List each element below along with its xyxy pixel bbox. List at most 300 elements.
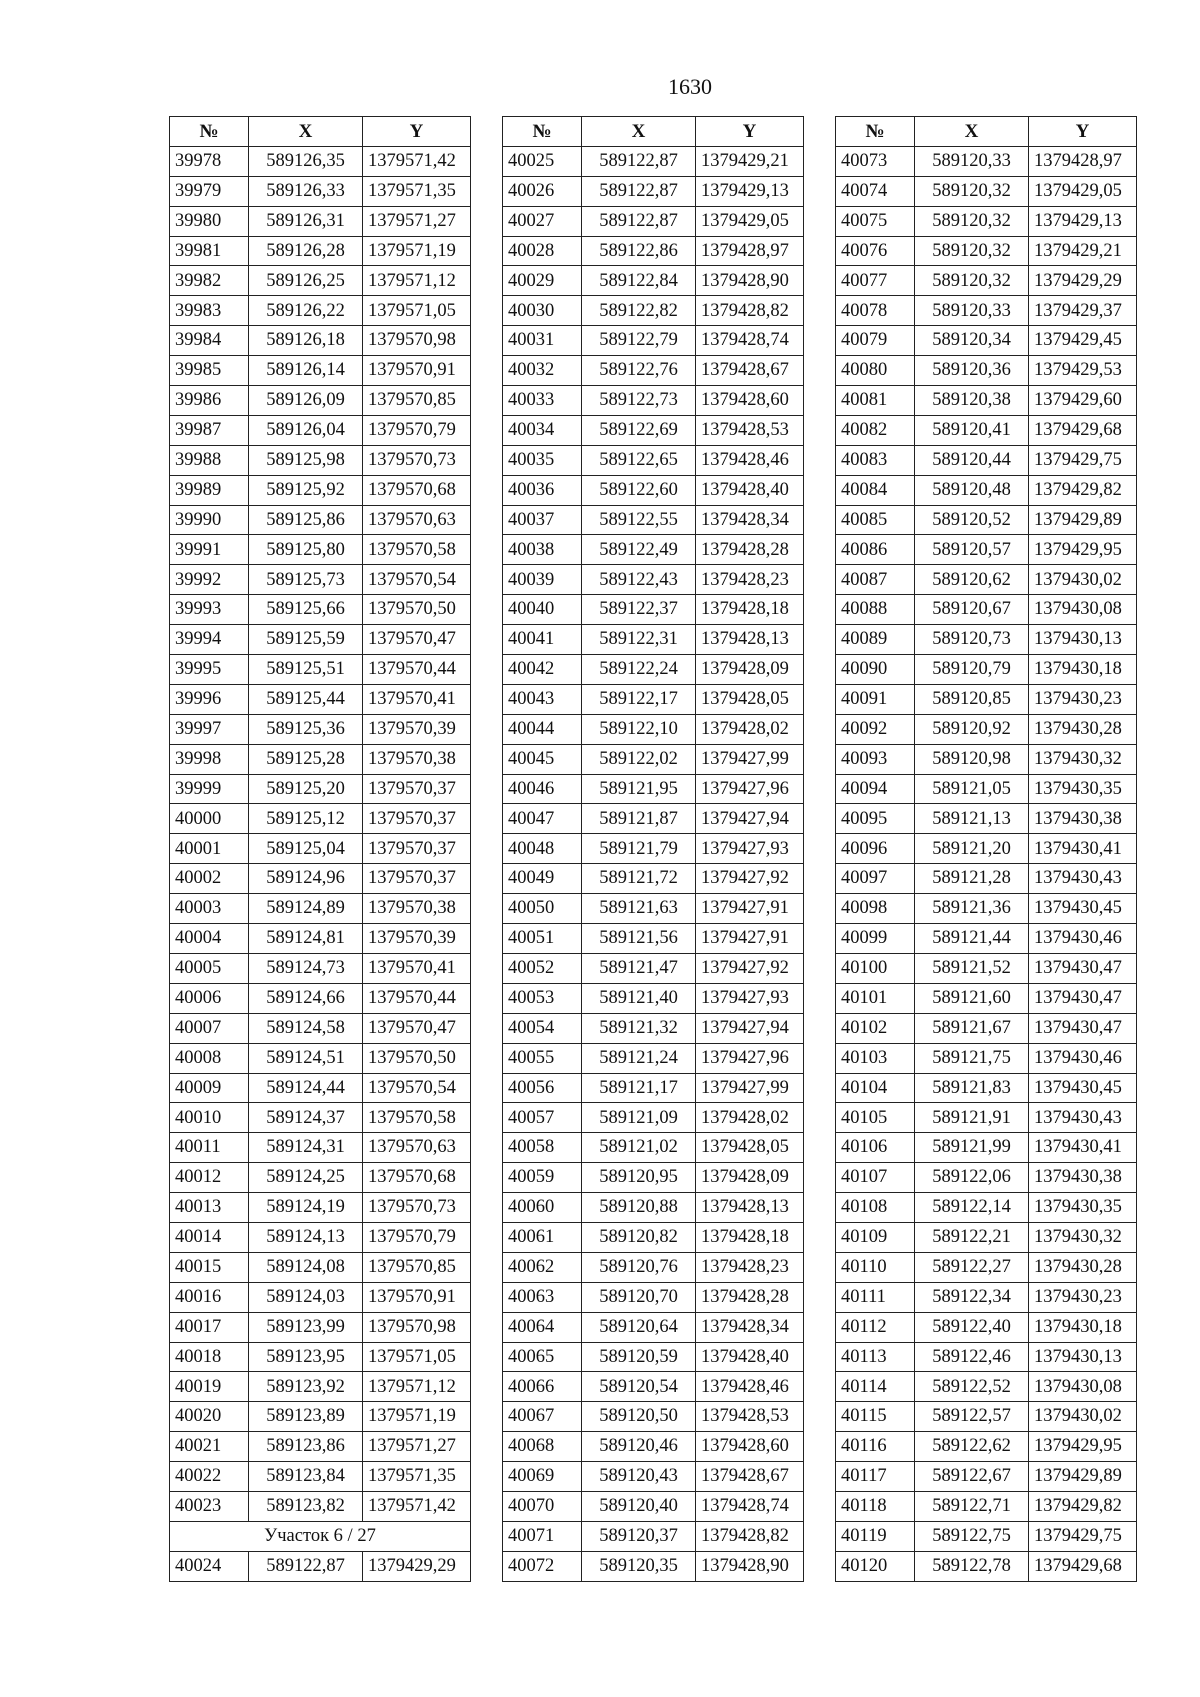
point-number-cell: 40105 [836, 1103, 915, 1133]
point-number-cell: 39979 [170, 176, 249, 206]
x-coordinate-cell: 589120,67 [915, 595, 1029, 625]
point-number-cell: 40088 [836, 595, 915, 625]
point-number-cell: 40079 [836, 326, 915, 356]
table-row [170, 804, 471, 834]
point-number-cell: 40023 [170, 1491, 249, 1521]
table-row [503, 684, 804, 714]
x-coordinate-cell: 589120,43 [582, 1462, 696, 1492]
table-row [503, 774, 804, 804]
table-row [503, 1312, 804, 1342]
table-row [836, 1372, 1137, 1402]
table-row [836, 983, 1137, 1013]
table-row [170, 146, 471, 176]
y-coordinate-cell: 1379430,38 [1029, 1163, 1137, 1193]
x-coordinate-cell: 589122,71 [915, 1491, 1029, 1521]
table-row [170, 774, 471, 804]
table-row [503, 1402, 804, 1432]
y-coordinate-cell: 1379570,37 [363, 804, 471, 834]
table-row [170, 1193, 471, 1223]
y-coordinate-cell: 1379428,05 [696, 684, 804, 714]
point-number-cell: 40065 [503, 1342, 582, 1372]
point-number-cell: 40053 [503, 983, 582, 1013]
table-row [170, 236, 471, 266]
x-coordinate-cell: 589121,32 [582, 1013, 696, 1043]
point-number-cell: 40051 [503, 924, 582, 954]
x-coordinate-cell: 589121,83 [915, 1073, 1029, 1103]
x-coordinate-cell: 589122,87 [582, 206, 696, 236]
y-coordinate-cell: 1379429,82 [1029, 1491, 1137, 1521]
y-coordinate-cell: 1379429,13 [696, 176, 804, 206]
x-coordinate-cell: 589120,98 [915, 744, 1029, 774]
x-coordinate-cell: 589126,04 [249, 415, 363, 445]
x-coordinate-cell: 589120,36 [915, 356, 1029, 386]
table-row [503, 1462, 804, 1492]
x-coordinate-cell: 589122,21 [915, 1222, 1029, 1252]
coordinates-table-2 [502, 116, 804, 1582]
point-number-cell: 40002 [170, 864, 249, 894]
y-coordinate-cell: 1379570,54 [363, 565, 471, 595]
point-number-cell: 40038 [503, 535, 582, 565]
y-coordinate-cell: 1379429,05 [1029, 176, 1137, 206]
y-coordinate-cell: 1379429,29 [1029, 266, 1137, 296]
x-coordinate-cell: 589121,60 [915, 983, 1029, 1013]
point-number-cell: 40089 [836, 625, 915, 655]
point-number-cell: 40111 [836, 1282, 915, 1312]
x-coordinate-cell: 589120,44 [915, 445, 1029, 475]
table-row [170, 176, 471, 206]
point-number-cell: 40108 [836, 1193, 915, 1223]
x-coordinate-cell: 589121,05 [915, 774, 1029, 804]
table-row [170, 415, 471, 445]
x-coordinate-cell: 589121,20 [915, 834, 1029, 864]
point-number-cell: 40097 [836, 864, 915, 894]
point-number-cell: 40014 [170, 1222, 249, 1252]
table-row [836, 535, 1137, 565]
table-row [503, 953, 804, 983]
x-coordinate-cell: 589125,12 [249, 804, 363, 834]
y-coordinate-cell: 1379570,79 [363, 415, 471, 445]
point-number-cell: 40040 [503, 595, 582, 625]
y-coordinate-cell: 1379430,28 [1029, 1252, 1137, 1282]
table-row [503, 356, 804, 386]
point-number-cell: 40101 [836, 983, 915, 1013]
x-coordinate-cell: 589124,81 [249, 924, 363, 954]
y-coordinate-cell: 1379430,32 [1029, 744, 1137, 774]
table-row [503, 445, 804, 475]
point-number-cell: 40068 [503, 1432, 582, 1462]
table-row [170, 1372, 471, 1402]
x-coordinate-cell: 589120,41 [915, 415, 1029, 445]
y-coordinate-cell: 1379430,13 [1029, 1342, 1137, 1372]
x-coordinate-cell: 589122,73 [582, 386, 696, 416]
y-coordinate-cell: 1379429,82 [1029, 475, 1137, 505]
x-coordinate-cell: 589120,54 [582, 1372, 696, 1402]
table-row [503, 625, 804, 655]
x-coordinate-cell: 589121,44 [915, 924, 1029, 954]
table-row [170, 924, 471, 954]
table-row [836, 684, 1137, 714]
point-number-cell: 40043 [503, 684, 582, 714]
header-x: X [915, 117, 1029, 147]
y-coordinate-cell: 1379428,18 [696, 1222, 804, 1252]
point-number-cell: 40032 [503, 356, 582, 386]
table-row [503, 475, 804, 505]
table-row [503, 1521, 804, 1551]
table-row [836, 714, 1137, 744]
point-number-cell: 39984 [170, 326, 249, 356]
table-row [836, 1312, 1137, 1342]
table-row [503, 1432, 804, 1462]
x-coordinate-cell: 589121,63 [582, 894, 696, 924]
y-coordinate-cell: 1379570,44 [363, 983, 471, 1013]
table-row [170, 864, 471, 894]
table-row [836, 146, 1137, 176]
x-coordinate-cell: 589122,76 [582, 356, 696, 386]
x-coordinate-cell: 589120,34 [915, 326, 1029, 356]
x-coordinate-cell: 589126,22 [249, 296, 363, 326]
x-coordinate-cell: 589125,59 [249, 625, 363, 655]
table-row [836, 1521, 1137, 1551]
point-number-cell: 39982 [170, 266, 249, 296]
x-coordinate-cell: 589120,40 [582, 1491, 696, 1521]
y-coordinate-cell: 1379571,35 [363, 176, 471, 206]
y-coordinate-cell: 1379429,60 [1029, 386, 1137, 416]
x-coordinate-cell: 589120,33 [915, 296, 1029, 326]
table-row [503, 1282, 804, 1312]
table-row [170, 684, 471, 714]
table-row [503, 505, 804, 535]
point-number-cell: 40031 [503, 326, 582, 356]
y-coordinate-cell: 1379570,68 [363, 1163, 471, 1193]
y-coordinate-cell: 1379430,02 [1029, 1402, 1137, 1432]
table-row [503, 415, 804, 445]
y-coordinate-cell: 1379429,21 [696, 146, 804, 176]
table-row [836, 565, 1137, 595]
y-coordinate-cell: 1379429,37 [1029, 296, 1137, 326]
table-row [836, 1491, 1137, 1521]
x-coordinate-cell: 589120,95 [582, 1163, 696, 1193]
y-coordinate-cell: 1379429,75 [1029, 445, 1137, 475]
point-number-cell: 40007 [170, 1013, 249, 1043]
y-coordinate-cell: 1379430,18 [1029, 1312, 1137, 1342]
y-coordinate-cell: 1379570,85 [363, 1252, 471, 1282]
x-coordinate-cell: 589124,13 [249, 1222, 363, 1252]
table-row [836, 236, 1137, 266]
y-coordinate-cell: 1379429,45 [1029, 326, 1137, 356]
table-row [503, 983, 804, 1013]
point-number-cell: 40039 [503, 565, 582, 595]
y-coordinate-cell: 1379430,35 [1029, 774, 1137, 804]
y-coordinate-cell: 1379428,09 [696, 1163, 804, 1193]
x-coordinate-cell: 589122,02 [582, 744, 696, 774]
x-coordinate-cell: 589121,17 [582, 1073, 696, 1103]
table-row [836, 505, 1137, 535]
y-coordinate-cell: 1379571,35 [363, 1462, 471, 1492]
table-row [503, 834, 804, 864]
x-coordinate-cell: 589124,89 [249, 894, 363, 924]
point-number-cell: 40075 [836, 206, 915, 236]
x-coordinate-cell: 589120,82 [582, 1222, 696, 1252]
table-row [836, 206, 1137, 236]
y-coordinate-cell: 1379571,12 [363, 1372, 471, 1402]
y-coordinate-cell: 1379428,53 [696, 1402, 804, 1432]
y-coordinate-cell: 1379427,91 [696, 924, 804, 954]
table-row [170, 625, 471, 655]
x-coordinate-cell: 589122,55 [582, 505, 696, 535]
table-row [503, 924, 804, 954]
x-coordinate-cell: 589123,95 [249, 1342, 363, 1372]
y-coordinate-cell: 1379430,41 [1029, 834, 1137, 864]
point-number-cell: 40055 [503, 1043, 582, 1073]
table-header-row [836, 117, 1137, 147]
table-row [836, 625, 1137, 655]
x-coordinate-cell: 589125,80 [249, 535, 363, 565]
point-number-cell: 40100 [836, 953, 915, 983]
point-number-cell: 40048 [503, 834, 582, 864]
table-row [836, 415, 1137, 445]
table-row [170, 595, 471, 625]
table-row [170, 1402, 471, 1432]
y-coordinate-cell: 1379570,37 [363, 774, 471, 804]
point-number-cell: 39985 [170, 356, 249, 386]
point-number-cell: 40011 [170, 1133, 249, 1163]
point-number-cell: 40119 [836, 1521, 915, 1551]
point-number-cell: 40096 [836, 834, 915, 864]
point-number-cell: 40018 [170, 1342, 249, 1372]
table-row [503, 1043, 804, 1073]
y-coordinate-cell: 1379570,38 [363, 744, 471, 774]
y-coordinate-cell: 1379428,34 [696, 505, 804, 535]
table-row [836, 356, 1137, 386]
y-coordinate-cell: 1379429,68 [1029, 1551, 1137, 1581]
y-coordinate-cell: 1379570,63 [363, 1133, 471, 1163]
x-coordinate-cell: 589120,32 [915, 236, 1029, 266]
y-coordinate-cell: 1379428,28 [696, 535, 804, 565]
point-number-cell: 40078 [836, 296, 915, 326]
x-coordinate-cell: 589122,79 [582, 326, 696, 356]
x-coordinate-cell: 589122,86 [582, 236, 696, 266]
x-coordinate-cell: 589123,82 [249, 1491, 363, 1521]
point-number-cell: 39978 [170, 146, 249, 176]
x-coordinate-cell: 589121,47 [582, 953, 696, 983]
y-coordinate-cell: 1379570,63 [363, 505, 471, 535]
point-number-cell: 40104 [836, 1073, 915, 1103]
y-coordinate-cell: 1379428,13 [696, 1193, 804, 1223]
point-number-cell: 39998 [170, 744, 249, 774]
point-number-cell: 40019 [170, 1372, 249, 1402]
y-coordinate-cell: 1379570,98 [363, 1312, 471, 1342]
point-number-cell: 40082 [836, 415, 915, 445]
table-row [170, 1043, 471, 1073]
table-row [836, 1193, 1137, 1223]
table-row [170, 1163, 471, 1193]
table-row [503, 655, 804, 685]
y-coordinate-cell: 1379427,93 [696, 983, 804, 1013]
point-number-cell: 40094 [836, 774, 915, 804]
table-row [503, 266, 804, 296]
x-coordinate-cell: 589124,25 [249, 1163, 363, 1193]
table-row [503, 804, 804, 834]
point-number-cell: 39995 [170, 655, 249, 685]
x-coordinate-cell: 589125,20 [249, 774, 363, 804]
x-coordinate-cell: 589122,60 [582, 475, 696, 505]
y-coordinate-cell: 1379428,46 [696, 1372, 804, 1402]
table-row [836, 744, 1137, 774]
y-coordinate-cell: 1379570,41 [363, 684, 471, 714]
table-row [170, 953, 471, 983]
x-coordinate-cell: 589121,28 [915, 864, 1029, 894]
point-number-cell: 40118 [836, 1491, 915, 1521]
x-coordinate-cell: 589124,51 [249, 1043, 363, 1073]
x-coordinate-cell: 589122,87 [582, 176, 696, 206]
point-number-cell: 40041 [503, 625, 582, 655]
table-row [836, 296, 1137, 326]
x-coordinate-cell: 589126,25 [249, 266, 363, 296]
x-coordinate-cell: 589121,56 [582, 924, 696, 954]
table-row [170, 1103, 471, 1133]
y-coordinate-cell: 1379428,97 [1029, 146, 1137, 176]
point-number-cell: 40085 [836, 505, 915, 535]
point-number-cell: 40062 [503, 1252, 582, 1282]
y-coordinate-cell: 1379428,90 [696, 266, 804, 296]
y-coordinate-cell: 1379570,54 [363, 1073, 471, 1103]
x-coordinate-cell: 589121,52 [915, 953, 1029, 983]
table-row [170, 386, 471, 416]
point-number-cell: 40017 [170, 1312, 249, 1342]
x-coordinate-cell: 589123,99 [249, 1312, 363, 1342]
y-coordinate-cell: 1379429,29 [363, 1551, 471, 1581]
point-number-cell: 40030 [503, 296, 582, 326]
point-number-cell: 40022 [170, 1462, 249, 1492]
x-coordinate-cell: 589121,95 [582, 774, 696, 804]
y-coordinate-cell: 1379428,46 [696, 445, 804, 475]
point-number-cell: 40045 [503, 744, 582, 774]
x-coordinate-cell: 589120,46 [582, 1432, 696, 1462]
y-coordinate-cell: 1379430,02 [1029, 565, 1137, 595]
table-row [836, 1402, 1137, 1432]
point-number-cell: 40008 [170, 1043, 249, 1073]
x-coordinate-cell: 589121,24 [582, 1043, 696, 1073]
x-coordinate-cell: 589123,92 [249, 1372, 363, 1402]
point-number-cell: 40110 [836, 1252, 915, 1282]
point-number-cell: 40112 [836, 1312, 915, 1342]
x-coordinate-cell: 589125,51 [249, 655, 363, 685]
y-coordinate-cell: 1379571,27 [363, 206, 471, 236]
table-row [170, 1432, 471, 1462]
point-number-cell: 40115 [836, 1402, 915, 1432]
point-number-cell: 40028 [503, 236, 582, 266]
x-coordinate-cell: 589122,37 [582, 595, 696, 625]
x-coordinate-cell: 589122,34 [915, 1282, 1029, 1312]
x-coordinate-cell: 589120,59 [582, 1342, 696, 1372]
point-number-cell: 39981 [170, 236, 249, 266]
point-number-cell: 39994 [170, 625, 249, 655]
table-row [503, 1551, 804, 1581]
y-coordinate-cell: 1379429,95 [1029, 1432, 1137, 1462]
point-number-cell: 40049 [503, 864, 582, 894]
point-number-cell: 39983 [170, 296, 249, 326]
header-y: Y [696, 117, 804, 147]
point-number-cell: 40080 [836, 356, 915, 386]
y-coordinate-cell: 1379428,82 [696, 1521, 804, 1551]
y-coordinate-cell: 1379570,47 [363, 625, 471, 655]
x-coordinate-cell: 589125,04 [249, 834, 363, 864]
y-coordinate-cell: 1379428,90 [696, 1551, 804, 1581]
table-row [170, 356, 471, 386]
point-number-cell: 40116 [836, 1432, 915, 1462]
table-row [503, 1163, 804, 1193]
x-coordinate-cell: 589121,91 [915, 1103, 1029, 1133]
x-coordinate-cell: 589126,33 [249, 176, 363, 206]
y-coordinate-cell: 1379427,96 [696, 774, 804, 804]
x-coordinate-cell: 589120,62 [915, 565, 1029, 595]
table-row [170, 1491, 471, 1521]
table-row [503, 1013, 804, 1043]
table-row [170, 565, 471, 595]
table-row [503, 1193, 804, 1223]
x-coordinate-cell: 589122,31 [582, 625, 696, 655]
table-row [170, 655, 471, 685]
x-coordinate-cell: 589122,43 [582, 565, 696, 595]
y-coordinate-cell: 1379571,12 [363, 266, 471, 296]
y-coordinate-cell: 1379571,27 [363, 1432, 471, 1462]
y-coordinate-cell: 1379570,38 [363, 894, 471, 924]
table-row [503, 535, 804, 565]
y-coordinate-cell: 1379570,73 [363, 445, 471, 475]
x-coordinate-cell: 589126,35 [249, 146, 363, 176]
point-number-cell: 40059 [503, 1163, 582, 1193]
point-number-cell: 40056 [503, 1073, 582, 1103]
table-row [836, 176, 1137, 206]
header-number: № [503, 117, 582, 147]
y-coordinate-cell: 1379570,91 [363, 1282, 471, 1312]
x-coordinate-cell: 589122,78 [915, 1551, 1029, 1581]
x-coordinate-cell: 589120,32 [915, 206, 1029, 236]
table-row [503, 894, 804, 924]
table-row [170, 1551, 471, 1581]
point-number-cell: 40052 [503, 953, 582, 983]
y-coordinate-cell: 1379571,19 [363, 1402, 471, 1432]
table-row [503, 1222, 804, 1252]
table-row [836, 266, 1137, 296]
point-number-cell: 40058 [503, 1133, 582, 1163]
table-row [836, 1342, 1137, 1372]
point-number-cell: 40071 [503, 1521, 582, 1551]
x-coordinate-cell: 589120,76 [582, 1252, 696, 1282]
x-coordinate-cell: 589122,14 [915, 1193, 1029, 1223]
y-coordinate-cell: 1379427,91 [696, 894, 804, 924]
x-coordinate-cell: 589122,27 [915, 1252, 1029, 1282]
y-coordinate-cell: 1379430,46 [1029, 924, 1137, 954]
y-coordinate-cell: 1379428,28 [696, 1282, 804, 1312]
point-number-cell: 40081 [836, 386, 915, 416]
x-coordinate-cell: 589125,86 [249, 505, 363, 535]
y-coordinate-cell: 1379428,34 [696, 1312, 804, 1342]
point-number-cell: 40072 [503, 1551, 582, 1581]
point-number-cell: 40067 [503, 1402, 582, 1432]
x-coordinate-cell: 589120,37 [582, 1521, 696, 1551]
point-number-cell: 39987 [170, 415, 249, 445]
y-coordinate-cell: 1379430,45 [1029, 894, 1137, 924]
table-row [836, 1222, 1137, 1252]
point-number-cell: 39988 [170, 445, 249, 475]
x-coordinate-cell: 589124,03 [249, 1282, 363, 1312]
x-coordinate-cell: 589124,66 [249, 983, 363, 1013]
x-coordinate-cell: 589126,09 [249, 386, 363, 416]
table-row [170, 535, 471, 565]
y-coordinate-cell: 1379430,47 [1029, 983, 1137, 1013]
x-coordinate-cell: 589120,64 [582, 1312, 696, 1342]
